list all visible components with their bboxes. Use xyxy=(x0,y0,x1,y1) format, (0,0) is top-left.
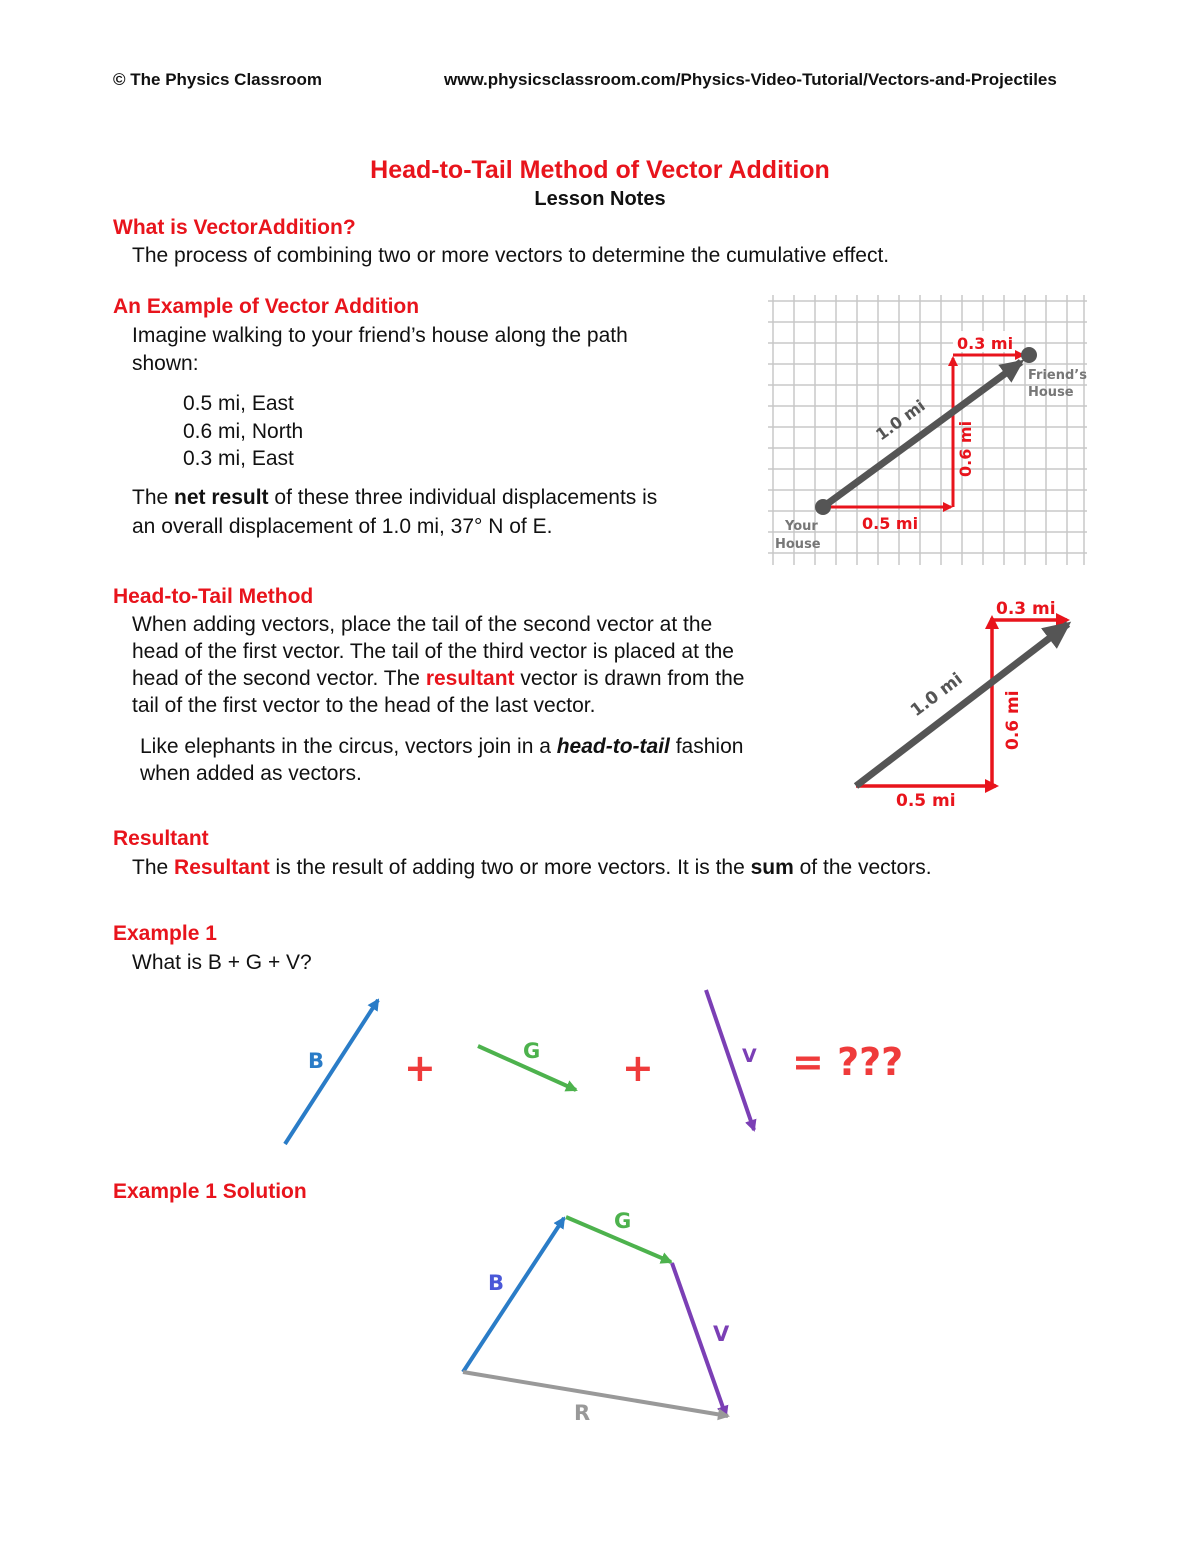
elephant-pre: Like elephants in the circus, vectors join in a xyxy=(140,735,557,758)
section-heading-what-is: What is VectorAddition? xyxy=(113,216,356,239)
vector-v-label: V xyxy=(742,1045,757,1067)
method-line-1: When adding vectors, place the tail of the second vector at the xyxy=(132,613,713,636)
section-heading-resultant: Resultant xyxy=(113,827,209,850)
solution-vector-b xyxy=(463,1218,564,1372)
resultant-mid: is the result of adding two or more vectors. It is the xyxy=(269,856,751,879)
vector-g-label: G xyxy=(523,1039,541,1063)
label-1-0-mi: 1.0 mi xyxy=(872,395,929,445)
method-line-3-pre: head of the second vector. The xyxy=(132,667,426,690)
resultant-vector xyxy=(823,362,1021,507)
equals-unknown: = ??? xyxy=(792,1040,904,1084)
walking-path-figure xyxy=(765,295,1090,570)
example-1-solution-figure xyxy=(450,1200,750,1440)
plus-sign-1: + xyxy=(404,1046,436,1090)
net-result-line-1 xyxy=(132,484,657,511)
solution-r-label: R xyxy=(574,1401,591,1425)
elephant-post: fashion xyxy=(669,735,744,758)
head-to-tail-term: head-to-tail xyxy=(556,735,670,758)
plus-sign-2: + xyxy=(622,1046,654,1090)
vector-b-label: B xyxy=(308,1049,325,1073)
triangle-resultant-vector xyxy=(856,624,1068,786)
friends-house-label-2: House xyxy=(1028,385,1074,400)
vector-b xyxy=(285,1000,378,1144)
method-line-3-post: vector is drawn from the xyxy=(514,667,745,690)
your-house-dot xyxy=(815,499,831,515)
friends-house-dot xyxy=(1021,347,1037,363)
step-2: 0.6 mi, North xyxy=(183,420,304,443)
sum-word: sum xyxy=(750,856,794,879)
example-1-figure xyxy=(270,980,930,1150)
section-heading-example: An Example of Vector Addition xyxy=(113,295,420,318)
method-line-2: head of the first vector. The tail of the third vector is placed at the xyxy=(132,640,734,663)
net-result-bold: net result xyxy=(174,486,269,509)
triangle-label-0-6-mi: 0.6 mi xyxy=(1003,690,1023,750)
intro-line-2: shown: xyxy=(132,352,199,375)
page-subtitle: Lesson Notes xyxy=(534,188,666,210)
resultant-pre: The xyxy=(132,856,175,879)
label-0-5-mi: 0.5 mi xyxy=(862,514,919,533)
page-title: Head-to-Tail Method of Vector Addition xyxy=(370,156,830,184)
solution-v-label: V xyxy=(713,1322,730,1346)
net-result-pre: The xyxy=(132,486,175,509)
resultant-post: of the vectors. xyxy=(793,856,932,879)
friends-house-label-1: Friend’s xyxy=(1028,368,1087,383)
method-line-4: tail of the first vector to the head of the last vector. xyxy=(132,694,596,717)
net-result-post: of these three individual displacements is xyxy=(268,486,658,509)
elephant-line-1 xyxy=(140,733,743,760)
method-line-3 xyxy=(132,665,744,692)
intro-line-1: Imagine walking to your friend’s house along the path xyxy=(132,324,628,347)
head-to-tail-figure xyxy=(848,592,1098,814)
label-0-3-mi: 0.3 mi xyxy=(957,334,1014,353)
resultant-definition xyxy=(132,854,932,881)
elephant-line-2: when added as vectors. xyxy=(140,762,362,785)
section-heading-head-to-tail: Head-to-Tail Method xyxy=(113,585,314,608)
definition-text: The process of combining two or more vectors to determine the cumulative effect. xyxy=(132,244,890,267)
header-copyright: © The Physics Classroom xyxy=(113,70,323,89)
label-0-6-mi: 0.6 mi xyxy=(956,420,975,477)
step-1: 0.5 mi, East xyxy=(183,392,294,415)
solution-g-label: G xyxy=(614,1209,632,1233)
your-house-label-2: House xyxy=(775,537,821,552)
triangle-label-1-0-mi: 1.0 mi xyxy=(906,669,967,721)
resultant-word: Resultant xyxy=(174,856,270,879)
triangle-label-0-5-mi: 0.5 mi xyxy=(896,791,956,811)
resultant-term: resultant xyxy=(425,667,515,690)
section-heading-example-1-solution: Example 1 Solution xyxy=(113,1180,307,1203)
solution-b-label: B xyxy=(488,1271,505,1295)
header-url[interactable]: www.physicsclassroom.com/Physics-Video-Tutorial/Vectors-and-Projectiles xyxy=(444,70,1057,89)
your-house-label-1: Your xyxy=(785,519,818,534)
net-result-line-2: an overall displacement of 1.0 mi, 37° N of E. xyxy=(132,515,553,538)
section-heading-example-1: Example 1 xyxy=(113,922,217,945)
step-3: 0.3 mi, East xyxy=(183,447,294,470)
triangle-label-0-3-mi: 0.3 mi xyxy=(996,599,1056,619)
solution-vector-r xyxy=(463,1372,728,1416)
example-1-question: What is B + G + V? xyxy=(132,951,312,974)
